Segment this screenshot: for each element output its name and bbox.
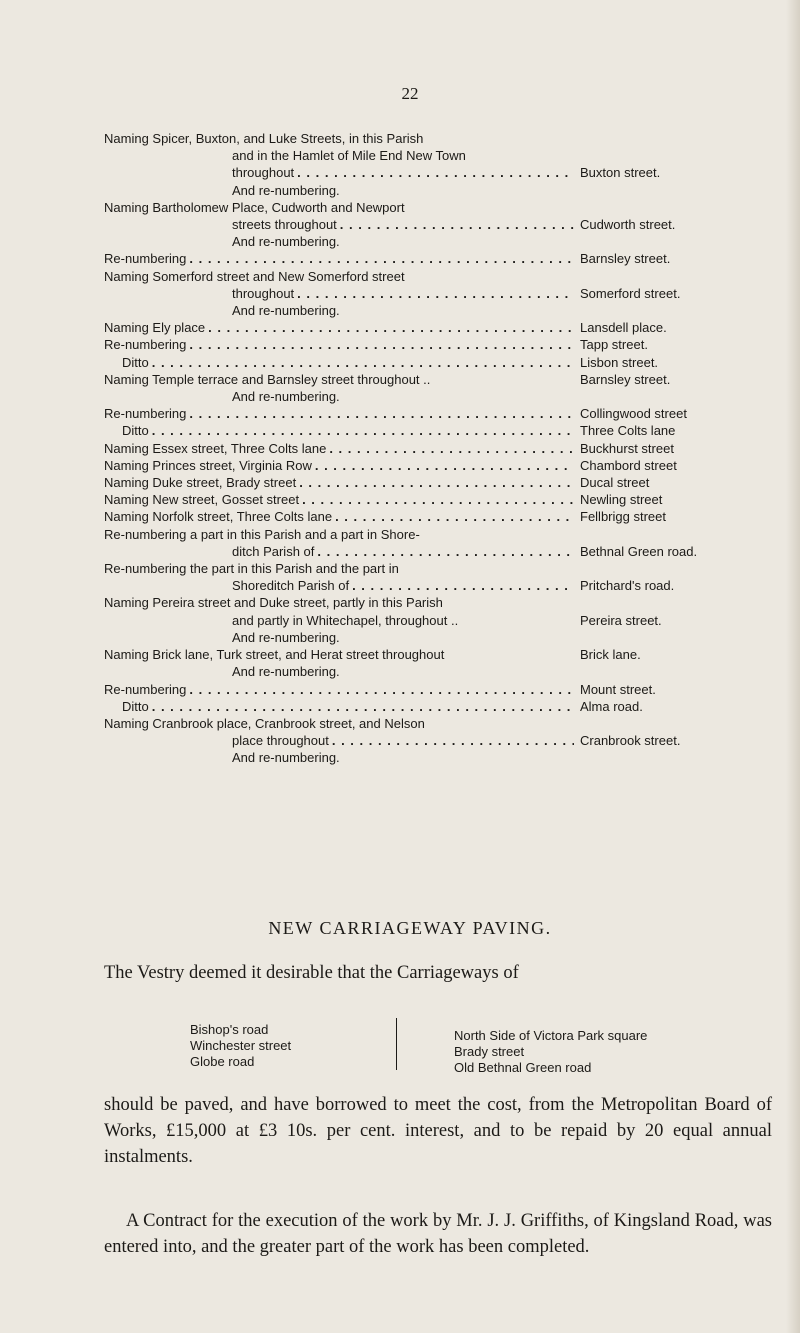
entry-description	[104, 732, 580, 749]
leader-dots	[189, 681, 574, 698]
entry-line	[104, 199, 740, 216]
street-list-divider	[396, 1018, 397, 1070]
entry-description	[104, 147, 740, 164]
entry-description	[104, 508, 580, 525]
entry-text: throughout	[232, 165, 295, 181]
leader-dots	[189, 405, 574, 422]
entry-description	[104, 681, 580, 698]
leader-dots	[297, 164, 574, 181]
entry-text: Ditto	[122, 698, 149, 714]
entry-text: Naming Somerford street and New Somerford street	[104, 268, 405, 284]
street-list-left	[190, 1022, 291, 1070]
naming-entry	[104, 457, 740, 474]
leader-dots	[189, 250, 574, 267]
entry-text: and partly in Whitechapel, throughout ..	[232, 612, 459, 628]
entry-new-name: Chambord street	[580, 457, 677, 473]
entry-text: Naming Brick lane, Turk street, and Herat street throughout	[104, 647, 445, 663]
entry-text: Naming Norfolk street, Three Colts lane	[104, 509, 333, 525]
naming-entry	[104, 491, 740, 508]
entry-text: Naming Essex street, Three Colts lane	[104, 440, 327, 456]
paragraph-intro: The Vestry deemed it desirable that the Carriageways of	[104, 963, 519, 983]
entry-description	[104, 474, 580, 491]
street-item: Bishop's road	[190, 1022, 269, 1037]
entry-text: Naming Princes street, Virginia Row	[104, 457, 312, 473]
entry-text: Naming New street, Gosset street	[104, 492, 300, 508]
entry-line	[104, 491, 740, 508]
entry-line	[104, 268, 740, 285]
entry-description	[104, 698, 580, 715]
entry-renumbering-note: And re-numbering.	[232, 664, 340, 680]
entry-line	[104, 698, 740, 715]
leader-dots	[329, 440, 574, 457]
naming-entry	[104, 250, 740, 267]
entry-new-name: Barnsley street.	[580, 251, 671, 267]
entry-line	[104, 732, 740, 749]
entry-description	[104, 285, 580, 302]
entry-description	[104, 526, 740, 543]
naming-entry	[104, 268, 740, 320]
entry-description	[104, 612, 580, 629]
entry-line	[104, 715, 740, 732]
entry-new-name: Pereira street.	[580, 612, 662, 628]
paragraph-loan: should be paved, and have borrowed to meet the cost, from the Metropolitan Board of Works, £15,000 at £3 10s. per cent. interest, and to be repaid by 20 equal annual instalments.	[104, 1095, 772, 1167]
entry-description	[104, 336, 580, 353]
street-item: Brady street	[454, 1044, 525, 1059]
leader-dots	[152, 422, 574, 439]
entry-text: Re-numbering	[104, 681, 187, 697]
entry-line	[104, 594, 740, 611]
naming-entry	[104, 371, 740, 405]
leader-dots	[189, 336, 574, 353]
entry-description	[104, 440, 580, 457]
entry-description	[104, 164, 580, 181]
street-item: North Side of Victora Park square	[454, 1028, 648, 1043]
entry-new-name: Barnsley street.	[580, 371, 671, 387]
entry-description	[104, 354, 580, 371]
entry-text: place throughout	[232, 733, 329, 749]
naming-entry	[104, 405, 740, 422]
entry-line	[104, 371, 740, 388]
entry-text: Naming Ely place	[104, 320, 206, 336]
leader-dots	[302, 491, 574, 508]
leader-dots	[208, 319, 574, 336]
entry-description	[104, 130, 740, 147]
street-list-right	[454, 1028, 647, 1076]
leader-dots	[152, 698, 574, 715]
entry-text: Naming Duke street, Brady street	[104, 475, 297, 491]
entry-text: Ditto	[122, 423, 149, 439]
naming-entry	[104, 199, 740, 251]
entry-line	[104, 164, 740, 181]
entry-line	[104, 422, 740, 439]
entry-renumbering-note: And re-numbering.	[232, 629, 340, 645]
naming-entry	[104, 354, 740, 371]
leader-dots	[340, 216, 574, 233]
entry-text: Naming Cranbrook place, Cranbrook street, and Nelson	[104, 715, 425, 731]
entry-renumbering-note: And re-numbering.	[232, 182, 340, 198]
entry-new-name: Pritchard's road.	[580, 578, 675, 594]
entry-text: Naming Bartholomew Place, Cudworth and Newport	[104, 199, 405, 215]
entry-description	[104, 491, 580, 508]
entry-description	[104, 216, 580, 233]
entry-text: Naming Temple terrace and Barnsley street throughout ..	[104, 371, 431, 387]
entry-new-name: Lisbon street.	[580, 354, 659, 370]
entry-description	[104, 371, 580, 388]
entry-new-name: Alma road.	[580, 698, 643, 714]
entry-line	[104, 646, 740, 663]
entry-text: Re-numbering	[104, 337, 187, 353]
entry-description	[104, 268, 740, 285]
leader-dots	[315, 457, 574, 474]
entry-description	[104, 646, 580, 663]
entry-line	[104, 440, 740, 457]
entry-text: streets throughout	[232, 217, 337, 233]
entry-renumbering-note: And re-numbering.	[232, 303, 340, 319]
naming-entry	[104, 715, 740, 767]
paragraph-contract: A Contract for the execution of the work by Mr. J. J. Griffiths, of Kingsland Road, was entered into, and the greater part of the work has been completed.	[104, 1211, 772, 1257]
entry-description	[104, 199, 740, 216]
leader-dots	[352, 577, 574, 594]
entry-line	[104, 681, 740, 698]
entry-new-name: Mount street.	[580, 681, 656, 697]
entry-new-name: Ducal street	[580, 475, 650, 491]
naming-entry	[104, 560, 740, 594]
leader-dots	[152, 354, 574, 371]
entry-line	[104, 250, 740, 267]
entry-text: ditch Parish of	[232, 543, 315, 559]
entry-new-name: Three Colts lane	[580, 423, 676, 439]
section-heading: NEW CARRIAGEWAY PAVING.	[268, 918, 552, 938]
leader-dots	[297, 285, 574, 302]
entry-line	[104, 147, 740, 164]
naming-entry	[104, 336, 740, 353]
entry-text: Re-numbering	[104, 406, 187, 422]
naming-entry	[104, 646, 740, 680]
street-item: Globe road	[190, 1054, 255, 1069]
entry-text: Naming Spicer, Buxton, and Luke Streets, in this Parish	[104, 131, 424, 146]
street-item: Winchester street	[190, 1038, 292, 1053]
naming-entry	[104, 130, 740, 199]
entry-renumbering-note: And re-numbering.	[232, 750, 340, 766]
naming-entry	[104, 508, 740, 525]
entry-line	[104, 319, 740, 336]
entry-line	[104, 508, 740, 525]
leader-dots	[335, 508, 574, 525]
leader-dots	[299, 474, 574, 491]
entry-text: throughout	[232, 285, 295, 301]
entry-new-name: Cudworth street.	[580, 217, 676, 233]
naming-entry	[104, 698, 740, 715]
entry-line	[104, 354, 740, 371]
entry-description	[104, 560, 740, 577]
street-item: Old Bethnal Green road	[454, 1060, 592, 1075]
naming-entry	[104, 440, 740, 457]
entry-new-name: Cranbrook street.	[580, 733, 681, 749]
entry-line	[104, 130, 740, 147]
naming-entry	[104, 526, 740, 560]
entry-new-name: Somerford street.	[580, 285, 681, 301]
entry-line	[104, 285, 740, 302]
entry-description	[104, 422, 580, 439]
entry-text: and in the Hamlet of Mile End New Town	[232, 148, 466, 164]
entry-description	[104, 594, 740, 611]
entry-description	[104, 543, 580, 560]
entry-text: Re-numbering	[104, 251, 187, 267]
naming-entry	[104, 594, 740, 646]
leader-dots	[317, 543, 574, 560]
entry-line	[104, 474, 740, 491]
entry-text: Ditto	[122, 354, 149, 370]
entry-line	[104, 526, 740, 543]
entry-new-name: Fellbrigg street	[580, 509, 666, 525]
entry-line	[104, 577, 740, 594]
entry-line	[104, 457, 740, 474]
street-list	[190, 1014, 750, 1080]
page-edge	[786, 0, 800, 1333]
entry-new-name: Buckhurst street	[580, 440, 674, 456]
entry-new-name: Collingwood street	[580, 406, 687, 422]
entry-new-name: Bethnal Green road.	[580, 543, 698, 559]
entry-description	[104, 319, 580, 336]
entry-line	[104, 612, 740, 629]
entry-text: Re-numbering the part in this Parish and the part in	[104, 561, 399, 577]
naming-entry	[104, 474, 740, 491]
entry-renumbering-note: And re-numbering.	[232, 389, 340, 405]
entry-description	[104, 250, 580, 267]
entry-renumbering-note: And re-numbering.	[232, 234, 340, 250]
street-naming-table	[104, 130, 740, 767]
naming-entry	[104, 422, 740, 439]
entry-new-name: Buxton street.	[580, 165, 661, 181]
entry-text: Re-numbering a part in this Parish and a part in Shore-	[104, 526, 420, 542]
leader-dots	[332, 732, 574, 749]
entry-line	[104, 405, 740, 422]
entry-text: Shoreditch Parish of	[232, 578, 350, 594]
entry-new-name: Newling street	[580, 492, 663, 508]
naming-entry	[104, 319, 740, 336]
entry-description	[104, 715, 740, 732]
entry-new-name: Lansdell place.	[580, 320, 667, 336]
entry-new-name: Tapp street.	[580, 337, 648, 353]
entry-line	[104, 543, 740, 560]
entry-description	[104, 577, 580, 594]
entry-line	[104, 336, 740, 353]
entry-line	[104, 216, 740, 233]
entry-text: Naming Pereira street and Duke street, partly in this Parish	[104, 595, 443, 611]
entry-line	[104, 560, 740, 577]
entry-new-name: Brick lane.	[580, 647, 641, 663]
entry-description	[104, 457, 580, 474]
entry-description	[104, 405, 580, 422]
naming-entry	[104, 681, 740, 698]
page-number: 22	[401, 84, 419, 103]
